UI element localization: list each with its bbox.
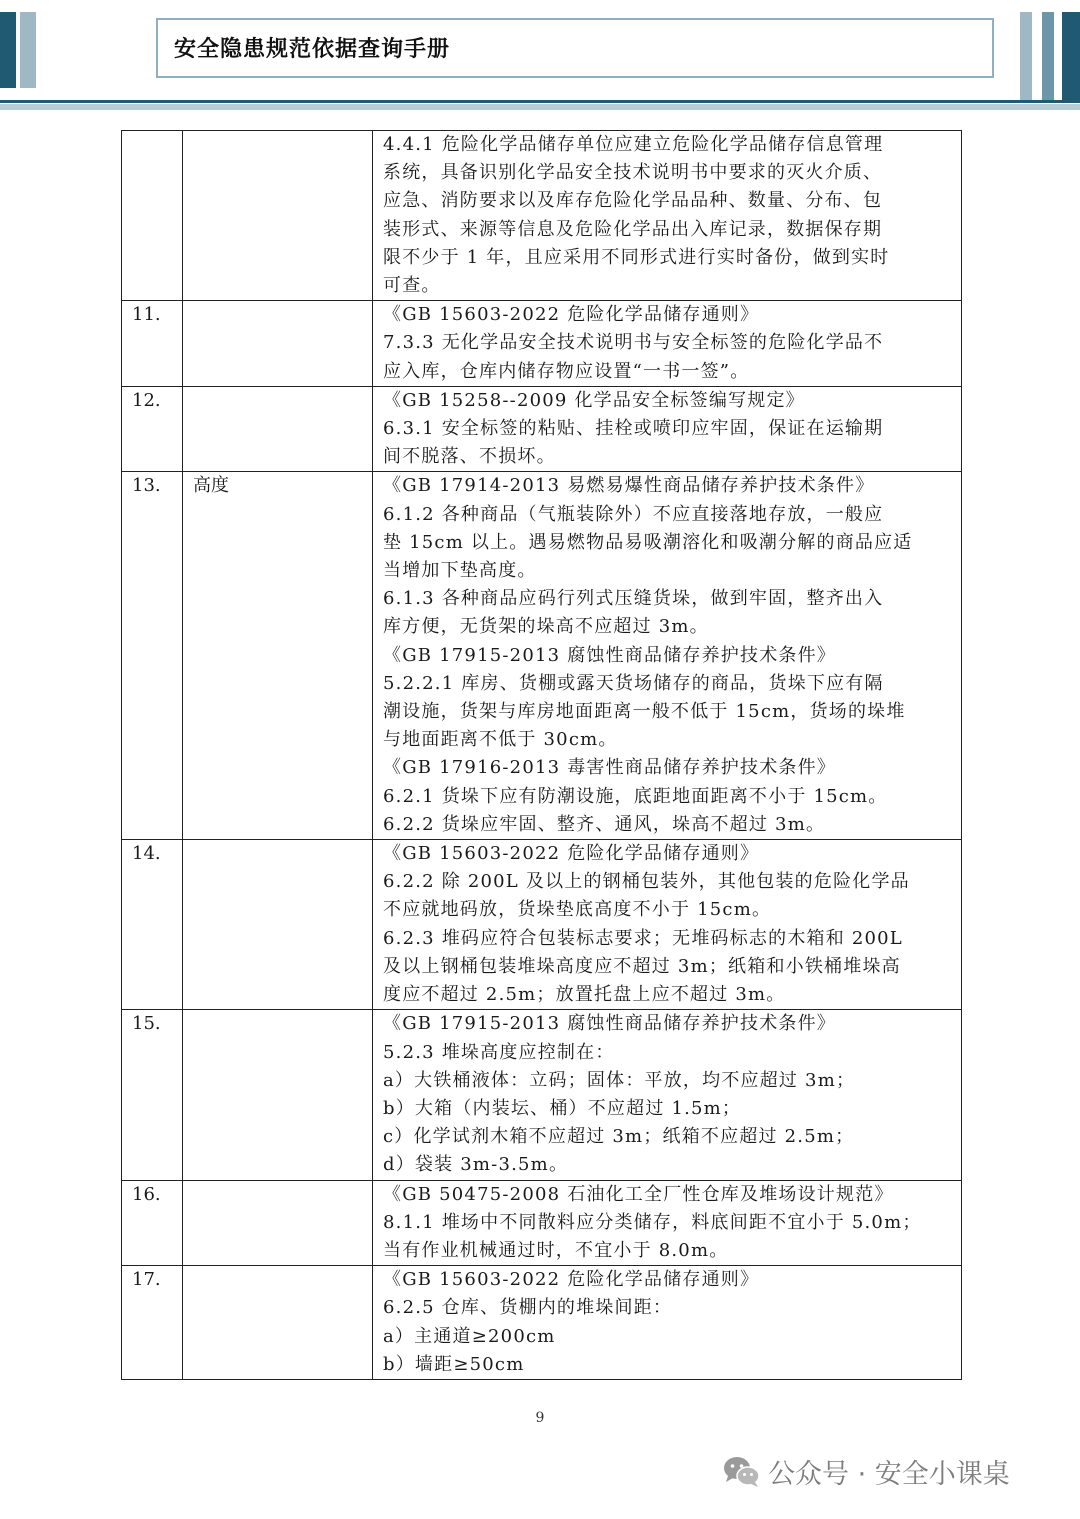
row-content [373,1266,962,1380]
row-content [373,131,962,301]
wechat-icon [722,1455,762,1489]
header-accent-bar-right-mid [1042,12,1054,100]
table-row [122,386,962,472]
row-content [373,1010,962,1180]
table-row [122,1010,962,1180]
content-line: 限不少于 1 年，且应采用不同形式进行实时备份，做到实时 [383,246,890,268]
content-line: 《GB 17915-2013 腐蚀性商品储存养护技术条件》 [383,1013,836,1035]
content-line: 6.2.2 货垛应牢固、整齐、通风，垛高不超过 3m。 [383,813,826,835]
row-content [373,386,962,472]
content-line: 不应就地码放，货垛垫底高度不小于 15cm。 [383,899,772,921]
row-number: 15. [122,1010,183,1180]
header-accent-bar-left-light [20,12,36,88]
row-item [183,1266,373,1380]
content-line: 6.2.3 堆码应符合包装标志要求；无堆码标志的木箱和 200L [383,927,903,949]
content-line: 潮设施，货架与库房地面距离一般不低于 15cm，货场的垛堆 [383,701,906,723]
content-line: b）墙距≥50cm [383,1353,525,1375]
row-number: 12. [122,386,183,472]
content-line: d）袋装 3m-3.5m。 [383,1154,569,1176]
content-line: 系统，具备识别化学品安全技术说明书中要求的灭火介质、 [383,162,883,184]
row-number: 14. [122,840,183,1010]
regulation-table [121,130,962,1380]
content-line: 度应不超过 2.5m；放置托盘上应不超过 3m。 [383,984,786,1006]
content-line: b）大箱（内装坛、桶）不应超过 1.5m； [383,1097,742,1119]
content-line: 6.3.1 安全标签的粘贴、挂栓或喷印应牢固，保证在运输期 [383,418,884,440]
table-row [122,472,962,840]
row-item [183,131,373,301]
header-title-box [156,18,994,78]
header-rule-light [0,104,1080,110]
header-accent-bar-right-light [1020,12,1032,100]
header-rule-dark [0,100,1080,103]
content-line: 与地面距离不低于 30cm。 [383,729,618,751]
content-line: 应急、消防要求以及库存危险化学品品种、数量、分布、包 [383,190,883,212]
table-row [122,301,962,387]
content-line: 间不脱落、不损坏。 [383,446,556,468]
content-line: a）主通道≥200cm [383,1325,556,1347]
content-line: 《GB 15603-2022 危险化学品储存通则》 [383,843,760,865]
content-line: 8.1.1 堆场中不同散料应分类储存，料底间距不宜小于 5.0m； [383,1211,922,1233]
content-line: 垫 15cm 以上。遇易燃物品易吸潮溶化和吸潮分解的商品应适 [383,531,913,553]
watermark [722,1452,1010,1491]
content-line: 当有作业机械通过时，不宜小于 8.0m。 [383,1239,729,1261]
page-number: 9 [535,1410,545,1426]
content-line: 《GB 17915-2013 腐蚀性商品储存养护技术条件》 [383,644,836,666]
content-line: 装形式、来源等信息及危险化学品出入库记录，数据保存期 [383,218,883,240]
row-item: 高度 [183,472,373,840]
content-line: 当增加下垫高度。 [383,560,537,582]
content-line: 《GB 15258--2009 化学品安全标签编写规定》 [383,389,805,411]
document-title: 安全隐患规范依据查询手册 [174,37,451,62]
content-line: 可查。 [383,275,441,297]
row-number: 13. [122,472,183,840]
content-line: 《GB 15603-2022 危险化学品储存通则》 [383,304,760,326]
content-line: 及以上钢桶包装堆垛高度应不超过 3m；纸箱和小铁桶堆垛高 [383,955,901,977]
content-line: 《GB 50475-2008 石油化工全厂性仓库及堆场设计规范》 [383,1183,894,1205]
content-line: 《GB 17914-2013 易燃易爆性商品储存养护技术条件》 [383,475,875,497]
row-number [122,131,183,301]
content-line: c）化学试剂木箱不应超过 3m；纸箱不应超过 2.5m； [383,1126,855,1148]
content-line: 应入库，仓库内储存物应设置“一书一签”。 [383,360,750,382]
row-number: 16. [122,1180,183,1266]
table-row [122,131,962,301]
content-line: 《GB 17916-2013 毒害性商品储存养护技术条件》 [383,757,836,779]
table-row [122,1180,962,1266]
content-line: 6.2.2 除 200L 及以上的钢桶包装外，其他包装的危险化学品 [383,871,910,893]
table-row [122,1266,962,1380]
row-item [183,840,373,1010]
content-line: 5.2.2.1 库房、货棚或露天货场储存的商品，货垛下应有隔 [383,672,884,694]
row-number: 17. [122,1266,183,1380]
row-content [373,472,962,840]
content-line: 库方便，无货架的垛高不应超过 3m。 [383,616,709,638]
row-item [183,1010,373,1180]
header-accent-bar-right-dark [1062,12,1080,100]
content-line: 6.2.1 货垛下应有防潮设施，底距地面距离不小于 15cm。 [383,785,888,807]
content-line: 7.3.3 无化学品安全技术说明书与安全标签的危险化学品不 [383,332,884,354]
row-item [183,1180,373,1266]
content-line: 6.2.5 仓库、货棚内的堆垛间距： [383,1297,673,1319]
content-line: 《GB 15603-2022 危险化学品储存通则》 [383,1269,760,1291]
row-content [373,1180,962,1266]
content-line: 6.1.2 各种商品（气瓶装除外）不应直接落地存放，一般应 [383,503,884,525]
content-line: 4.4.1 危险化学品储存单位应建立危险化学品储存信息管理 [383,134,884,155]
content-line: a）大铁桶液体：立码；固体：平放，均不应超过 3m； [383,1069,856,1091]
content-line: 6.1.3 各种商品应码行列式压缝货垛，做到牢固，整齐出入 [383,588,884,610]
header-accent-bar-left-dark [0,12,16,88]
row-item [183,301,373,387]
watermark-text: 公众号 · 安全小课桌 [768,1459,1010,1490]
table-row [122,840,962,1010]
row-item [183,386,373,472]
row-content [373,840,962,1010]
row-content [373,301,962,387]
content-line: 5.2.3 堆垛高度应控制在： [383,1041,615,1063]
row-number: 11. [122,301,183,387]
